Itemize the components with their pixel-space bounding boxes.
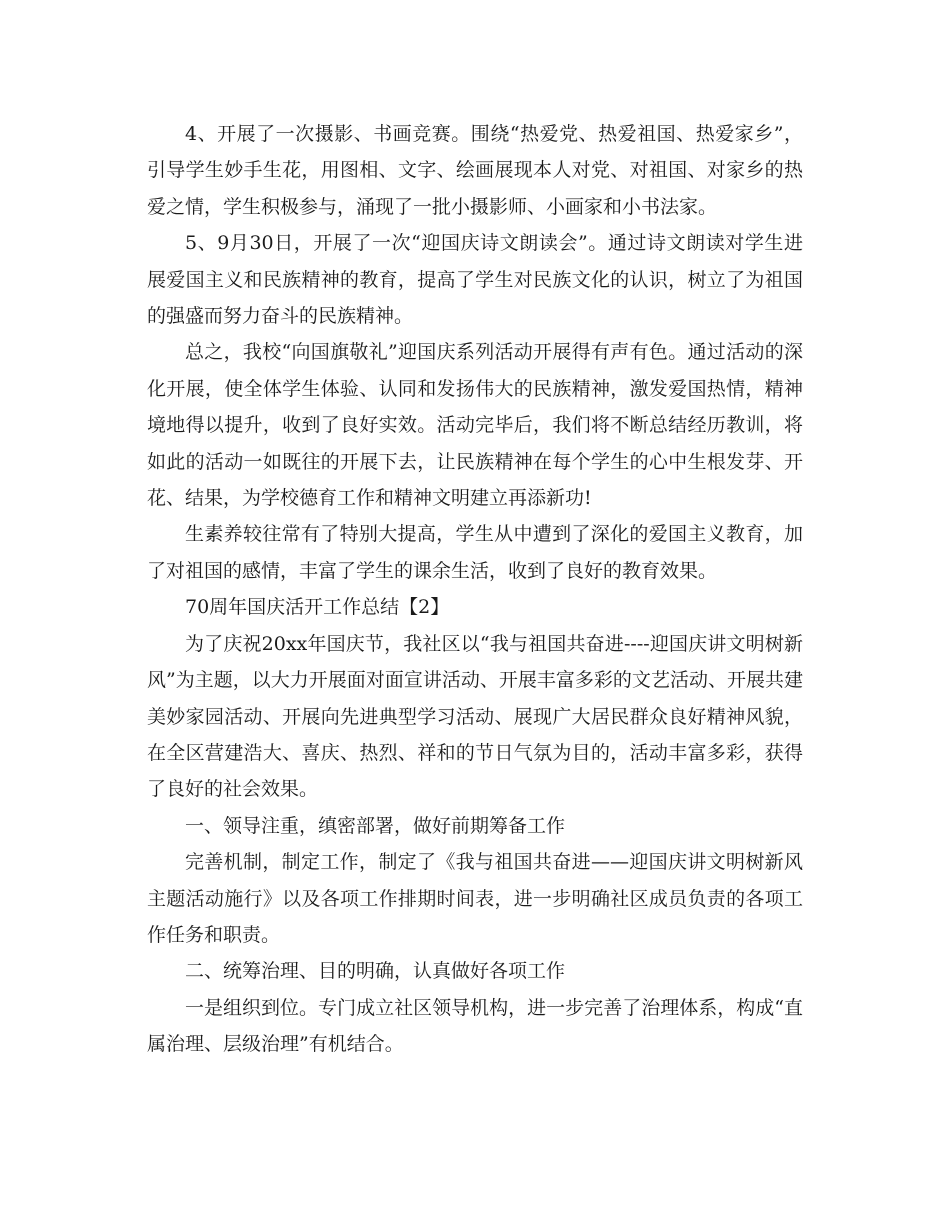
heading-two-coordination: 二、统筹治理、目的明确，认真做好各项工作 (185, 960, 566, 983)
paragraph-community-intro: 为了庆祝20xx年国庆节，我社区以“我与祖国共奋进----迎国庆讲文明树新风”为主题，以大力开展面对面宣讲活动、开展丰富多彩的文艺活动、开展共建美妙家园活动、开展向先进典型学习活动、展现广大居民群众良好精神风貌，在全区营建浩大、喜庆、热烈、祥和的节日气氛为目的，活动丰富多彩，获得了良好的社会效果。 (147, 632, 803, 801)
paragraph-item-5-poetry: 5、9月30日，开展了一次“迎国庆诗文朗读会”。通过诗文朗读对学生进展爱国主义和民族精神的教育，提高了学生对民族文化的认识，树立了为祖国的强盛而努力奋斗的民族精神。 (147, 232, 803, 328)
paragraph-item-4-contest: 4、开展了一次摄影、书画竞赛。围绕“热爱党、热爱祖国、热爱家乡”，引导学生妙手生花，用图相、文字、绘画展现本人对党、对祖国、对家乡的热爱之情，学生积极参与，涌现了一批小摄影师、小画家和小书法家。 (147, 123, 803, 218)
paragraph-organization: 一是组织到位。专门成立社区领导机构，进一步完善了治理体系，构成“直属治理、层级治理”有机结合。 (147, 996, 803, 1056)
paragraph-student-quality: 生素养较往常有了特别大提高，学生从中遭到了深化的爱国主义教育，加了对祖国的感情，丰富了学生的课余生活，收到了良好的教育效果。 (147, 523, 803, 582)
paragraph-summary: 总之，我校“向国旗敬礼”迎国庆系列活动开展得有声有色。通过活动的深化开展，使全体学生体验、认同和发扬伟大的民族精神，激发爱国热情，精神境地得以提升，收到了良好实效。活动完毕后，我们将不断总结经历教训，将如此的活动一如既往的开展下去，让民族精神在每个学生的心中生根发芽、开花、结果，为学校德育工作和精神文明建立再添新功! (147, 341, 803, 510)
document-body (147, 116, 803, 1063)
paragraph-mechanism: 完善机制，制定工作，制定了《我与祖国共奋进——迎国庆讲文明树新风主题活动施行》以及各项工作排期时间表，进一步明确社区成员负责的各项工作任务和职责。 (147, 851, 803, 946)
section-title-2: 70周年国庆活开工作总结【2】 (185, 596, 450, 619)
heading-one-leadership: 一、领导注重，缜密部署，做好前期筹备工作 (185, 814, 566, 837)
